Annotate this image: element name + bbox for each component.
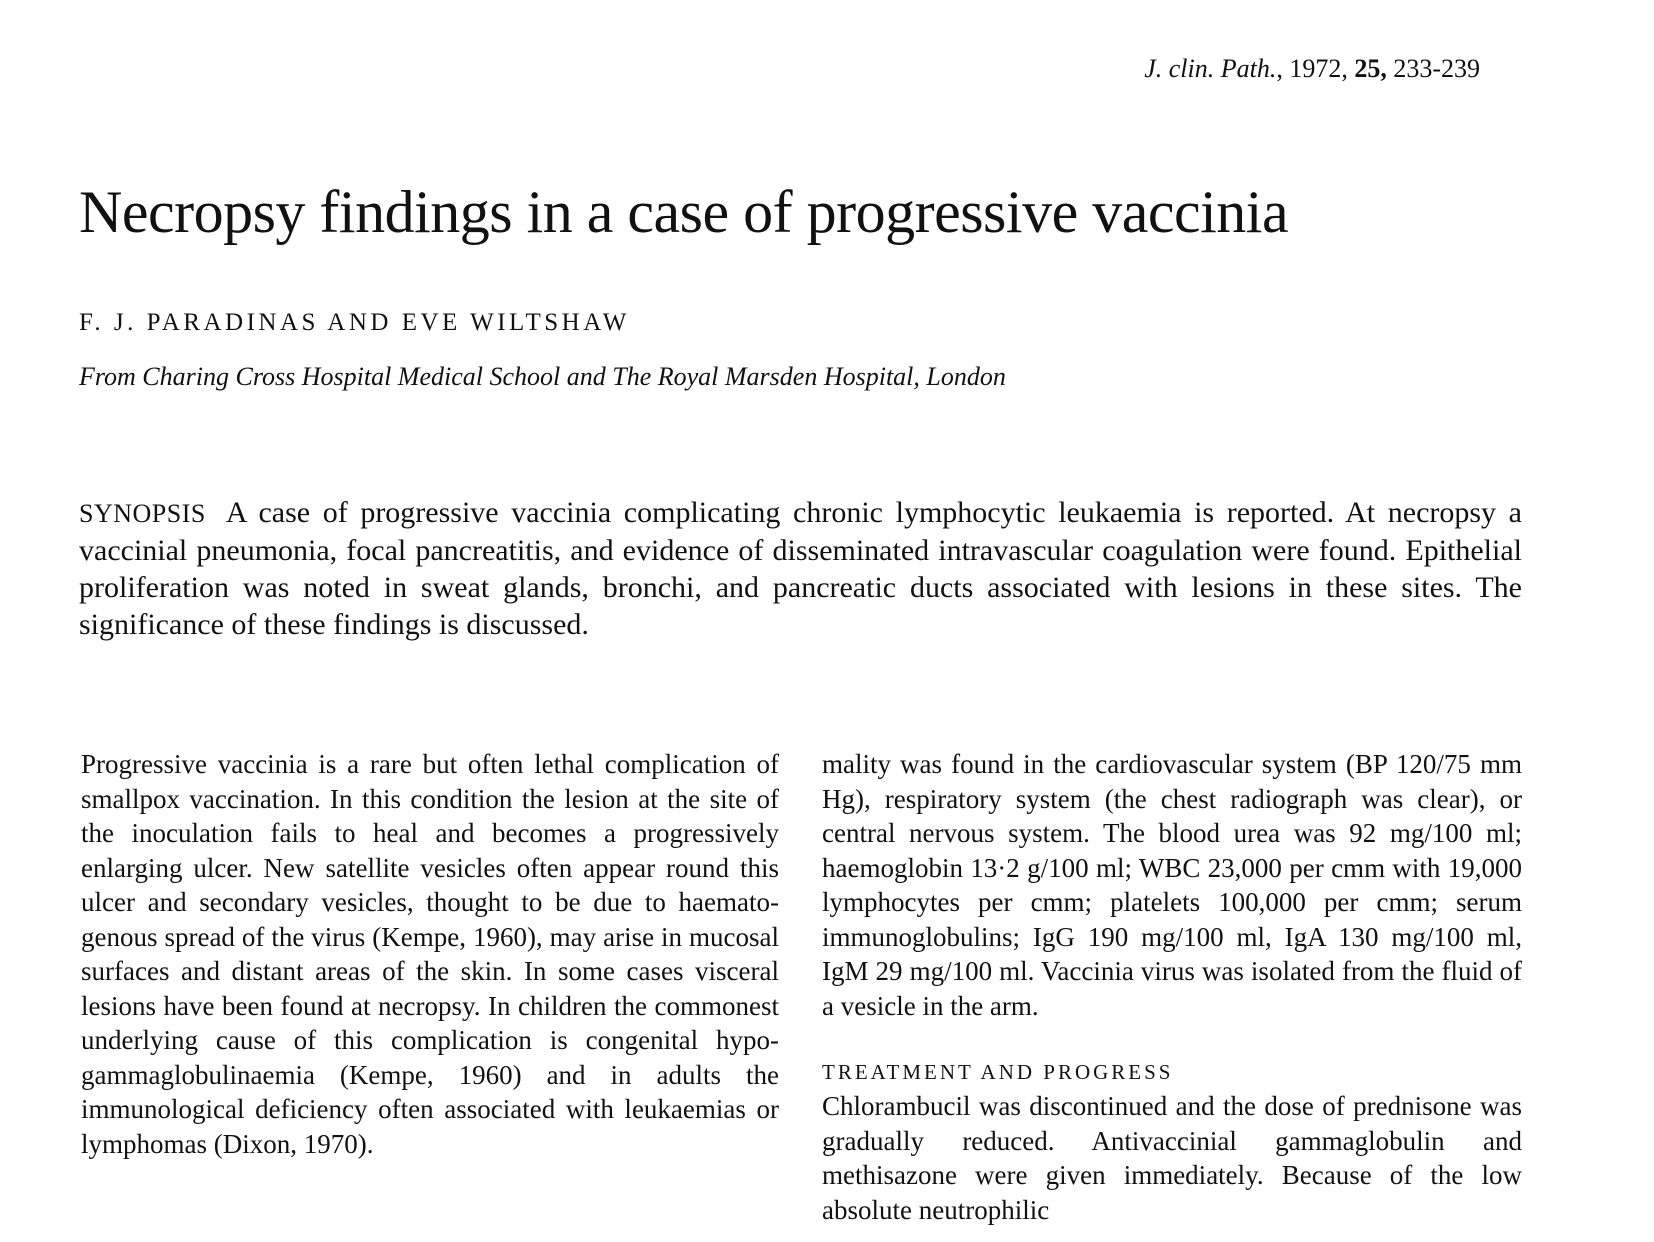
right-column	[822, 747, 1522, 1242]
journal-year: 1972,	[1289, 54, 1348, 83]
article-title: Necropsy findings in a case of progressive vaccinia	[79, 179, 1289, 245]
article-authors: F. J. PARADINAS AND EVE WILTSHAW	[79, 309, 630, 336]
synopsis	[79, 494, 1522, 643]
journal-citation: J. clin. Path., 1972, 25, 233-239	[1144, 54, 1480, 83]
treatment-paragraph: Chlorambucil was discontinued and the dose of prednisone was gradually reduced. Antivaccinial gammaglobulin and methisazone were given immediately. Because of the low absolute neutrophilic	[822, 1091, 1522, 1225]
journal-pages: 233-239	[1393, 54, 1480, 83]
synopsis-text: A case of progressive vaccinia complicating chronic lymphocytic leukaemia is reported. At necropsy a vaccinial pneumonia, focal pancreatitis, and evidence of disseminated intravascular coagulation were found. Epithelial proliferation was noted in sweat glands, bronchi, and pancreatic ducts associated with lesions in these sites. The significance of these findings is discussed.	[79, 496, 1522, 641]
section-heading-treatment: TREATMENT AND PROGRESS	[822, 1060, 1174, 1084]
left-column	[81, 747, 779, 1161]
synopsis-label: SYNOPSIS	[79, 499, 206, 528]
journal-volume: 25,	[1354, 54, 1387, 83]
case-findings-paragraph: mality was found in the cardiovascular system (BP 120/75 mm Hg), respiratory system (the chest radiograph was clear), or central nervous system. The blood urea was 92 mg/100 ml; haemoglobin 13·2 g/100 ml; WBC 23,000 per cmm with 19,000 lymphocytes per cmm; platelets 100,000 per cmm; serum immunoglobulins; IgG 190 mg/100 ml, IgA 130 mg/100 ml, IgM 29 mg/100 ml. Vaccinia virus was isolated from the fluid of a vesicle in the arm.	[822, 749, 1522, 1021]
introduction-paragraph: Progressive vaccinia is a rare but often lethal complication of smallpox vaccination. In this condition the lesion at the site of the inoculation fails to heal and becomes a progressively enlarging ulcer. New satellite vesicles often appear round this ulcer and secondary vesicles, thought to be due to haematogenous spread of the virus (Kempe, 1960), may arise in mucosal surfaces and distant areas of the skin. In some cases visceral lesions have been found at necropsy. In children the commonest underlying cause of this complication is congenital hypogammaglobulinaemia (Kempe, 1960) and in adults the immunological deficiency often associated with leukaemias or lymphomas (Dixon, 1970).	[81, 749, 779, 1159]
journal-name: J. clin. Path.	[1144, 54, 1277, 83]
author-affiliation: From Charing Cross Hospital Medical School and The Royal Marsden Hospital, London	[79, 362, 1006, 391]
